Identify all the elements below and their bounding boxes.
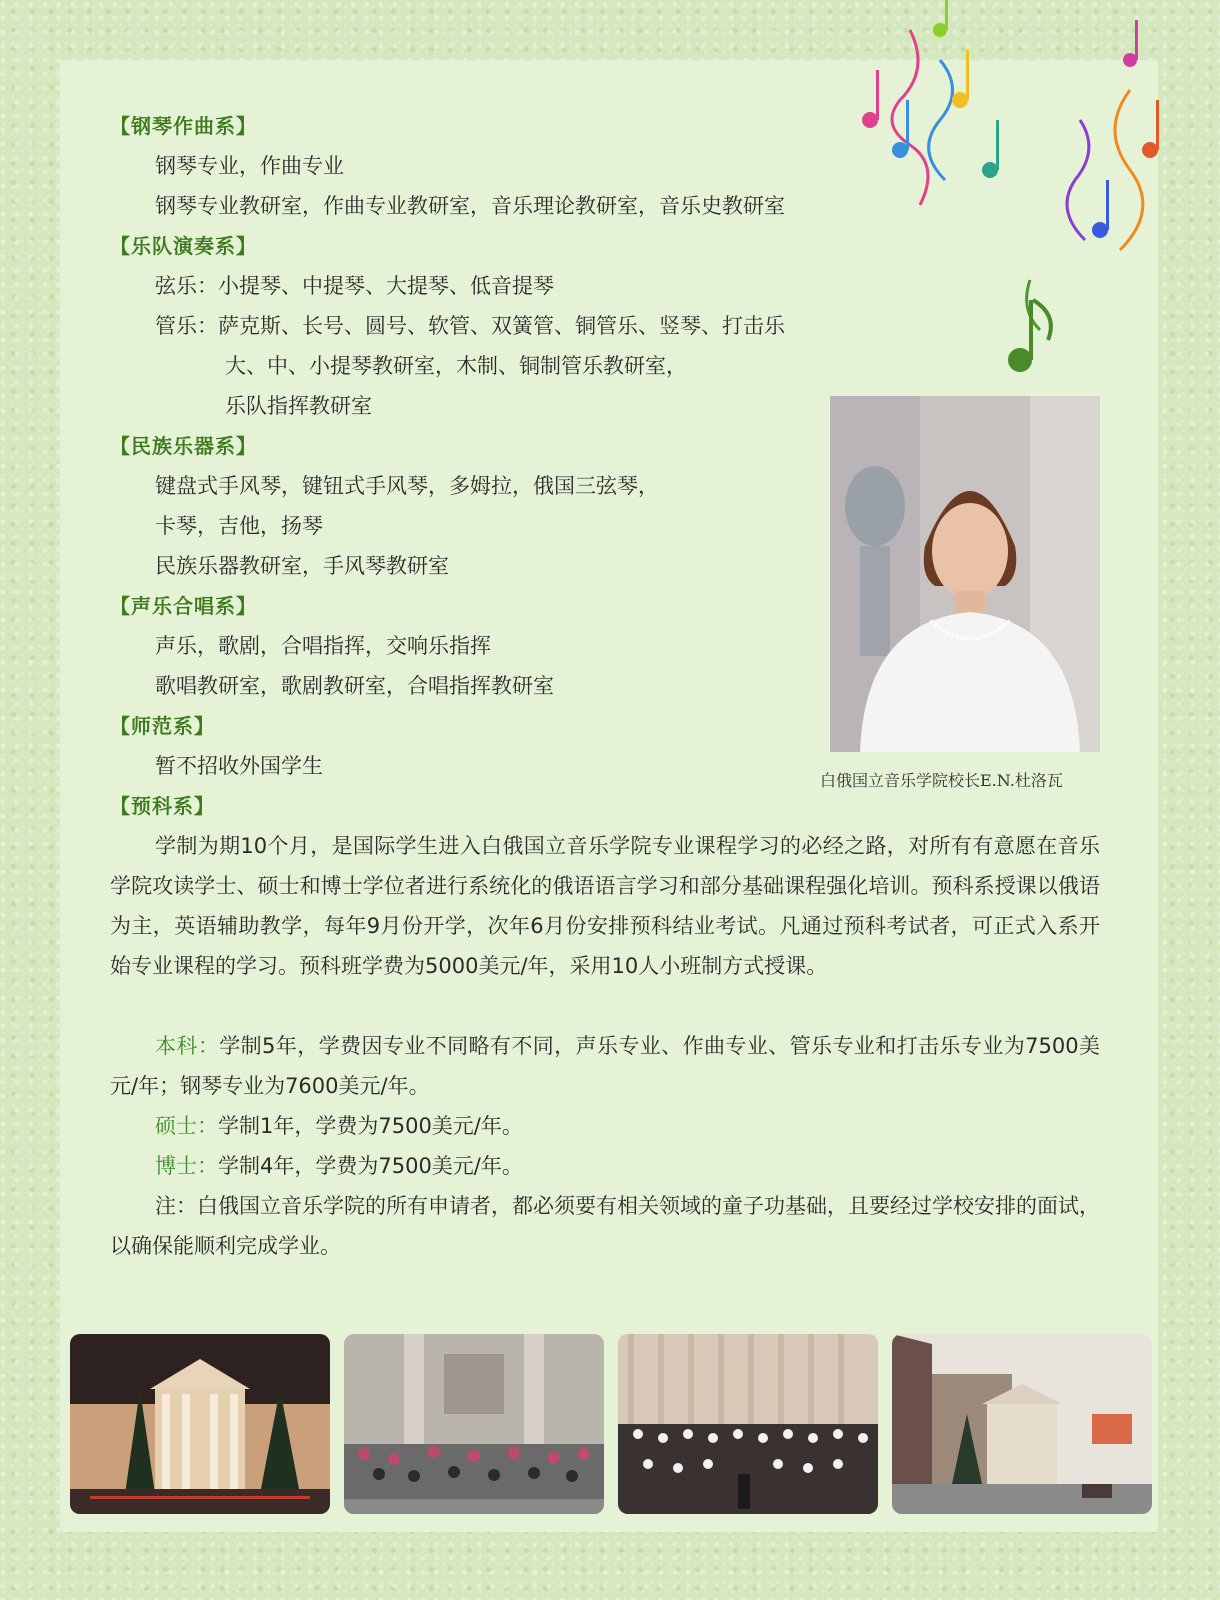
- orchestra-line-3: 大、中、小提琴教研室，木制、铜制管乐教研室，: [225, 354, 687, 378]
- strings-list: 小提琴、中提琴、大提琴、低音提琴: [218, 274, 554, 298]
- group-photo: [344, 1334, 604, 1514]
- doctor-label: 博士：: [155, 1154, 218, 1178]
- orchestra-strings: [155, 272, 554, 300]
- folk-line-3: 民族乐器教研室，手风琴教研室: [155, 554, 449, 578]
- orchestra-heading: 【乐队演奏系】: [110, 234, 257, 258]
- winds-list: 萨克斯、长号、圆号、软管、双簧管、铜管乐、竖琴、打击乐: [218, 314, 785, 338]
- portrait-caption: 白俄国立音乐学院校长E.N.杜洛瓦: [820, 771, 1063, 790]
- folk-line-1: 键盘式手风琴，键钮式手风琴，多姆拉，俄国三弦琴，: [155, 474, 659, 498]
- normal-line-1: 暂不招收外国学生: [155, 754, 323, 778]
- master-label: 硕士：: [155, 1114, 218, 1138]
- bachelor-text: 学制5年，学费因专业不同略有不同，声乐专业、作曲专业、管乐专业和打击乐专业为7500美元/年；钢琴专业为7600美元/年。: [110, 1034, 1100, 1098]
- orchestra-winds: [155, 312, 785, 340]
- vocal-line-2: 歌唱教研室，歌剧教研室，合唱指挥教研室: [155, 674, 554, 698]
- bachelor-paragraph: [110, 1026, 1100, 1106]
- folk-line-2: 卡琴，吉他，扬琴: [155, 514, 323, 538]
- piano-line-2: 钢琴专业教研室，作曲专业教研室，音乐理论教研室，音乐史教研室: [155, 194, 785, 218]
- music-notes-decoration: [830, 0, 1190, 380]
- night-building-photo: [70, 1334, 330, 1514]
- winds-label: 管乐：: [155, 314, 218, 338]
- preparatory-paragraph: 学制为期10个月，是国际学生进入白俄国立音乐学院专业课程学习的必经之路，对所有有意愿在音乐学院攻读学士、硕士和博士学位者进行系统化的俄语语言学习和部分基础课程强化培训。预科系授课以俄语为主，英语辅助教学，每年9月份开学，次年6月份安排预科结业考试。凡通过预科考试者，可正式入系开始专业课程的学习。预科班学费为5000美元/年，采用10人小班制方式授课。: [110, 834, 1100, 978]
- doctor-text: 学制4年，学费为7500美元/年。: [218, 1154, 523, 1178]
- note-paragraph: 注：白俄国立音乐学院的所有申请者，都必须要有相关领域的童子功基础，且要经过学校安排的面试，以确保能顺利完成学业。: [110, 1194, 1100, 1258]
- doctor-paragraph: [110, 1146, 1100, 1186]
- orchestra-line-4: 乐队指挥教研室: [225, 394, 372, 418]
- piano-line-1: 钢琴专业，作曲专业: [155, 154, 344, 178]
- vocal-line-1: 声乐，歌剧，合唱指挥，交响乐指挥: [155, 634, 491, 658]
- master-text: 学制1年，学费为7500美元/年。: [218, 1114, 523, 1138]
- bachelor-label: 本科：: [155, 1034, 220, 1058]
- rector-portrait: [830, 396, 1100, 752]
- piano-heading: 【钢琴作曲系】: [110, 114, 257, 138]
- vocal-heading: 【声乐合唱系】: [110, 594, 257, 618]
- preparatory-heading: 【预科系】: [110, 794, 215, 818]
- street-photo: [892, 1334, 1152, 1514]
- strings-label: 弦乐：: [155, 274, 218, 298]
- master-paragraph: [110, 1106, 1100, 1146]
- normal-heading: 【师范系】: [110, 714, 215, 738]
- folk-heading: 【民族乐器系】: [110, 434, 257, 458]
- orchestra-photo: [618, 1334, 878, 1514]
